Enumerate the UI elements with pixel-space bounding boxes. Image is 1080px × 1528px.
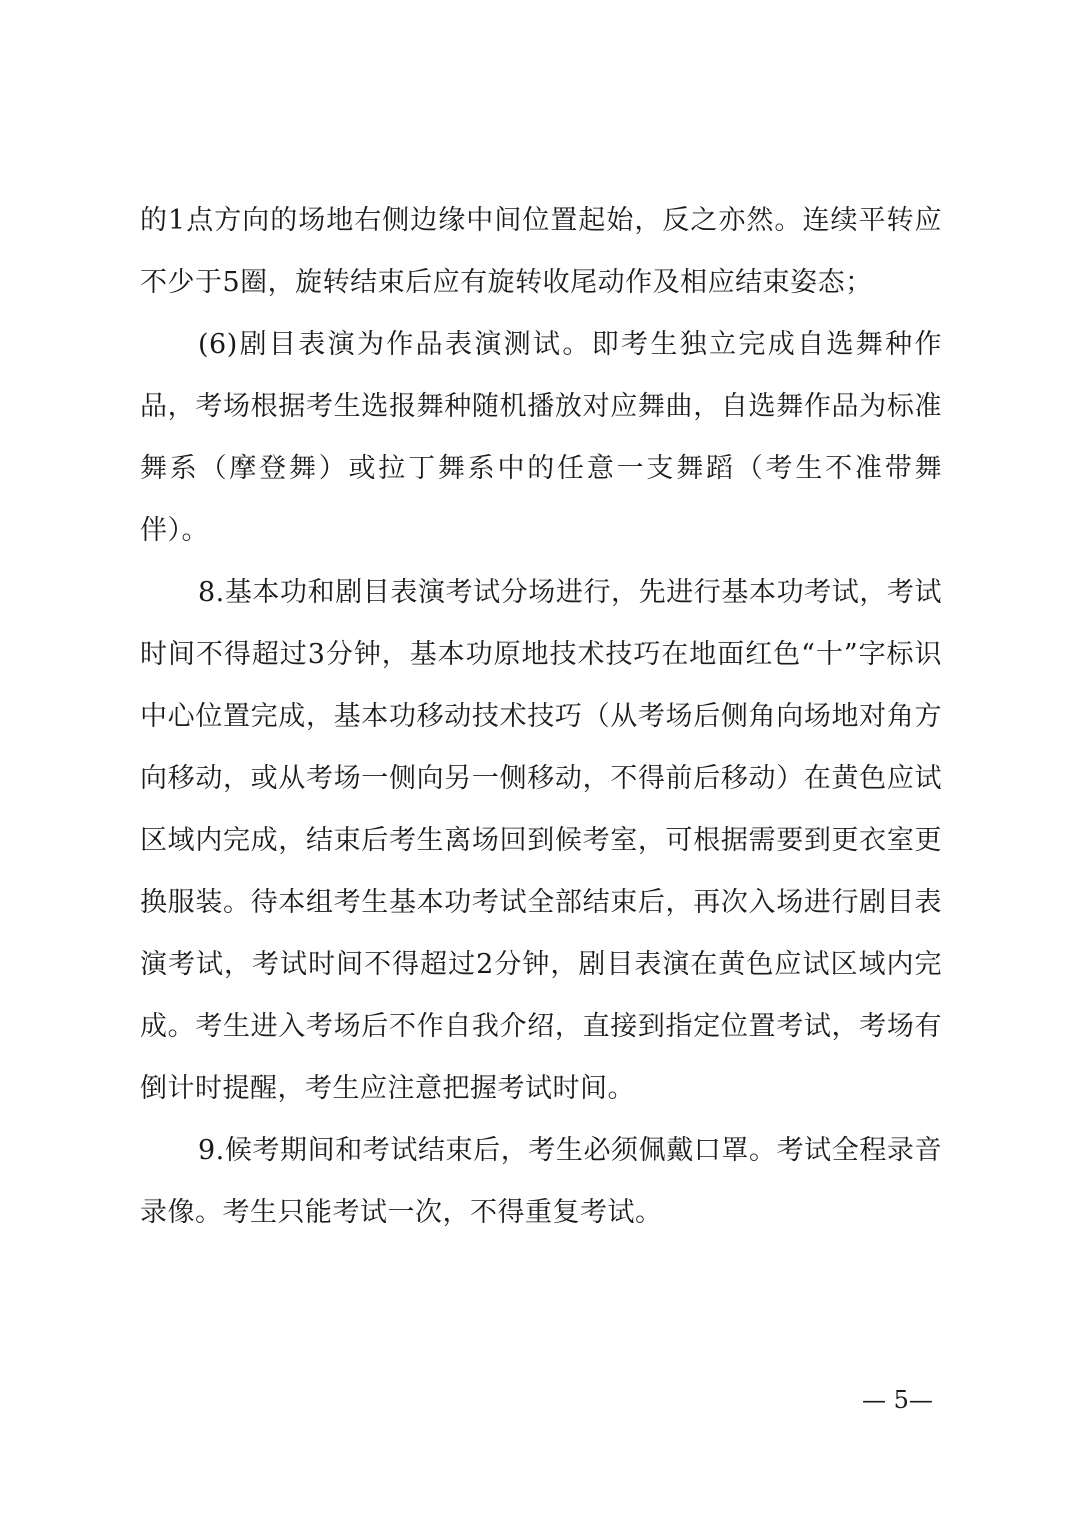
page-number: — 5— — [862, 1386, 933, 1414]
paragraph-item-6: (6)剧目表演为作品表演测试。即考生独立完成自选舞种作品，考场根据考生选报舞种随机播放对应舞曲，自选舞作品为标准舞系（摩登舞）或拉丁舞系中的任意一支舞蹈（考生不准带舞伴）。 — [140, 329, 942, 546]
body-text — [140, 190, 942, 1244]
paragraph-item-9: 9.候考期间和考试结束后，考生必须佩戴口罩。考试全程录音录像。考生只能考试一次，不得重复考试。 — [140, 1135, 942, 1228]
paragraph-continuation: 的1点方向的场地右侧边缘中间位置起始，反之亦然。连续平转应不少于5圈，旋转结束后应有旋转收尾动作及相应结束姿态； — [140, 205, 942, 298]
paragraph-item-8: 8.基本功和剧目表演考试分场进行，先进行基本功考试，考试时间不得超过3分钟，基本功原地技术技巧在地面红色“十”字标识中心位置完成，基本功移动技术技巧（从考场后侧角向场地对角方向移动，或从考场一侧向另一侧移动，不得前后移动）在黄色应试区域内完成，结束后考生离场回到候考室，可根据需要到更衣室更换服装。待本组考生基本功考试全部结束后，再次入场进行剧目表演考试，考试时间不得超过2分钟，剧目表演在黄色应试区域内完成。考生进入考场后不作自我介绍，直接到指定位置考试，考场有倒计时提醒，考生应注意把握考试时间。 — [140, 577, 942, 1104]
